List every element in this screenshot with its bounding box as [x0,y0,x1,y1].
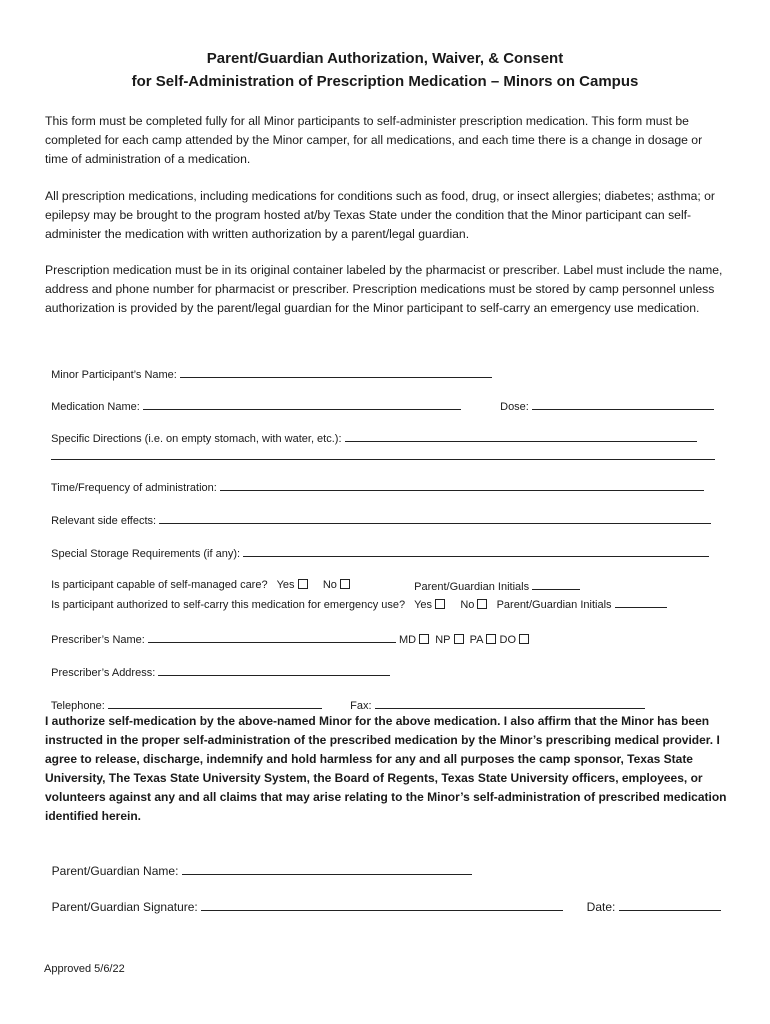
form-subtitle: for Self-Administration of Prescription Medication – Minors on Campus [131,73,639,90]
guardian-name-field[interactable] [182,863,472,875]
pa-checkbox[interactable] [486,634,496,644]
intro-paragraph-1: This form must be completed fully for all Minor participants to self-administer prescription medication. This form must be completed for each camp attended by the Minor camper, for all medications, and each time there is a change in dosage or time of administration of a medication. [45,114,703,166]
storage-field[interactable] [243,545,709,557]
md-checkbox[interactable] [419,634,429,644]
prescriber-address-label: Prescriber’s Address: [51,667,156,679]
side-effects-field[interactable] [159,512,711,524]
dose-field[interactable] [532,398,714,410]
prescriber-name-field[interactable] [148,631,396,643]
self-carry-question-row [45,582,667,612]
side-effects-row [45,498,711,528]
guardian-name-row [45,847,472,879]
form-title: Parent/Guardian Authorization, Waiver, & Consent [206,50,564,67]
intro-paragraph-2: All prescription medications, including medications for conditions such as food, drug, or insect allergies; diabetes; asthma; or epilepsy may be brought to the program hosted at/by Texas State under the condition that the Minor participant can self-administer the medication with written authorization by a parent/legal guardian. [45,189,715,241]
self-carry-yes-checkbox[interactable] [435,599,445,609]
self-carry-initials-field[interactable] [615,596,667,608]
medication-row [45,384,461,414]
approved-date: Approved 5/6/22 [44,963,125,975]
medication-name-label: Medication Name: [51,401,140,413]
directions-row-2 [45,434,715,464]
self-carry-question-label: Is participant authorized to self-carry this medication for emergency use? [51,599,406,611]
fax-field[interactable] [375,697,645,709]
fax-row [344,683,645,713]
medication-name-field[interactable] [143,398,461,410]
telephone-field[interactable] [108,697,322,709]
capable-no-label: No [322,579,337,591]
capable-question-label: Is participant capable of self-managed care? [51,579,268,591]
guardian-signature-row [45,883,563,915]
fax-label: Fax: [350,700,372,712]
self-carry-no-checkbox[interactable] [477,599,487,609]
directions-label: Specific Directions (i.e. on empty stomach, with water, etc.): [51,433,342,445]
date-label: Date: [586,900,616,914]
prescriber-name-label: Prescriber’s Name: [51,634,145,646]
self-carry-yes-label: Yes [414,599,433,611]
prescriber-address-field[interactable] [158,664,390,676]
participant-name-label: Minor Participant’s Name: [51,369,177,381]
storage-row [45,531,709,561]
prescriber-name-row [45,617,529,647]
guardian-signature-label: Parent/Guardian Signature: [51,900,198,914]
prescriber-address-row [45,650,390,680]
do-checkbox[interactable] [519,634,529,644]
side-effects-label: Relevant side effects: [51,515,157,527]
telephone-row [45,683,322,713]
participant-name-row [45,352,492,382]
consent-paragraph: I authorize self-medication by the above-named Minor for the above medication. I also affirm that the Minor has been instructed in the proper self-administration of the prescribed medication by the Minor’s prescribing medical provider. I agree to release, discharge, indemnify and hold harmless for any and all purposes the camp sponsor, Texas State University, The Texas State University System, the Board of Regents, Texas State University officers, employees, or volunteers against any and all claims that may arise relating to the Minor’s self-administration of prescribed medication identified herein. [45,714,727,823]
do-label: DO [499,634,517,646]
dose-label: Dose: [500,401,529,413]
telephone-label: Telephone: [50,700,105,712]
frequency-label: Time/Frequency of administration: [50,482,217,494]
self-carry-initials-label: Parent/Guardian Initials [496,599,612,611]
self-carry-no-label: No [460,599,475,611]
directions-field-line-2[interactable] [51,448,715,460]
intro-paragraph-3: Prescription medication must be in its original container labeled by the pharmacist or prescriber. Label must include the name, address and phone number for pharmacist or prescriber. Prescription medications must be stored by camp personnel unless authorization is provided by the parent/legal guardian for the Minor participant to self-carry an emergency use medication. [45,263,723,315]
dose-row [494,384,714,414]
md-label: MD [398,634,417,646]
np-checkbox[interactable] [454,634,464,644]
pa-label: PA [469,634,484,646]
date-row [580,883,721,915]
participant-name-field[interactable] [180,366,492,378]
frequency-row [45,465,704,495]
storage-label: Special Storage Requirements (if any): [51,548,241,560]
date-field[interactable] [619,899,721,911]
guardian-name-label: Parent/Guardian Name: [51,864,179,878]
np-label: NP [435,634,451,646]
guardian-signature-field[interactable] [201,899,563,911]
capable-yes-label: Yes [276,579,295,591]
frequency-field[interactable] [220,479,704,491]
capable-initials-label: Parent/Guardian Initials [414,581,530,593]
